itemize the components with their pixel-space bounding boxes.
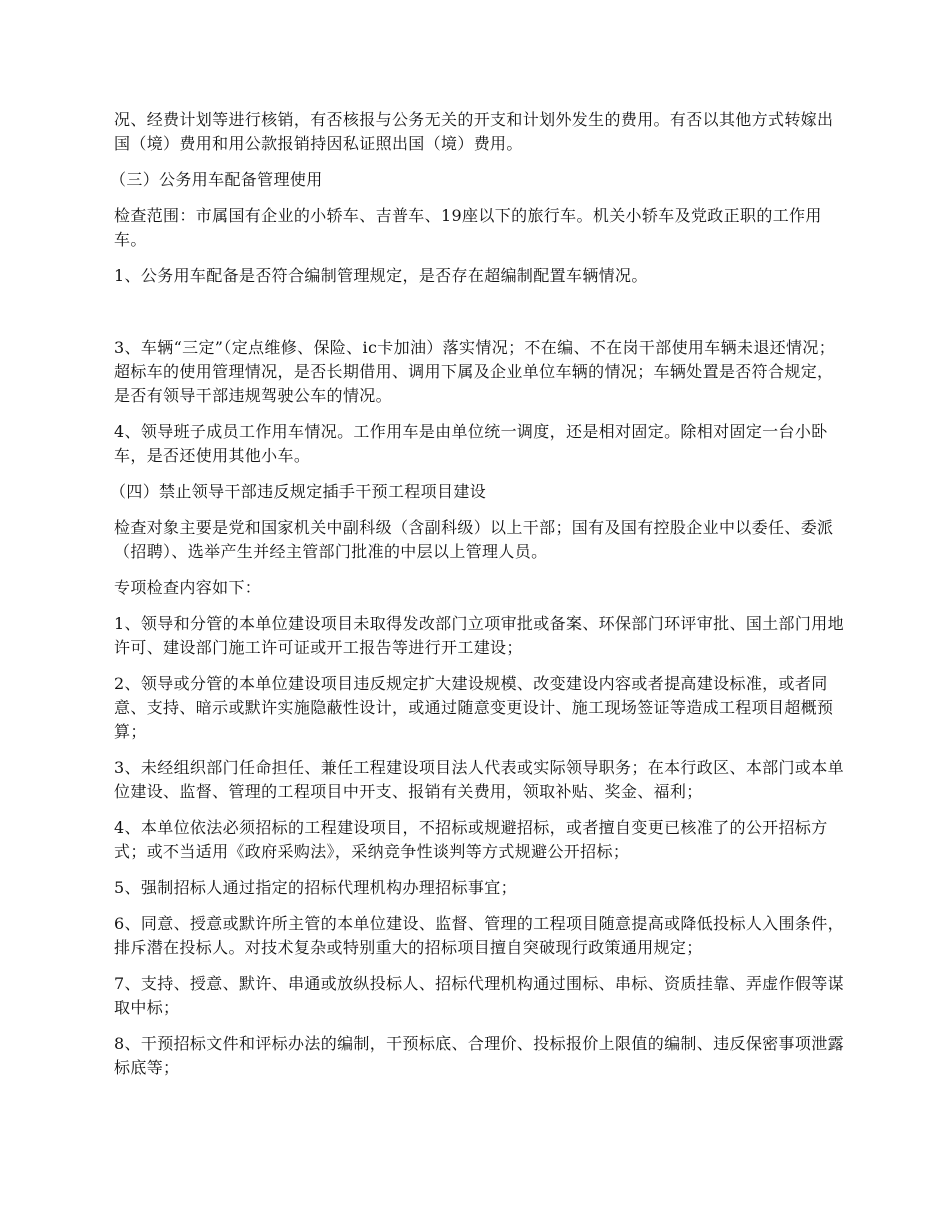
paragraph-project-item-7: 7、支持、授意、默许、串通或放纵投标人、招标代理机构通过围标、串标、资质挂靠、弄虚作假等谋取中标； xyxy=(114,974,844,1017)
paragraph-project-item-3: 3、未经组织部门任命担任、兼任工程建设项目法人代表或实际领导职务；在本行政区、本部门或本单位建设、监督、管理的工程项目中开支、报销有关费用，领取补贴、奖金、福利； xyxy=(114,758,844,801)
paragraph-vehicle-item-3: 3、车辆“三定”（定点维修、保险、ic卡加油）落实情况；不在编、不在岗干部使用车辆未退还情况；超标车的使用管理情况，是否长期借用、调用下属及企业单位车辆的情况；车辆处置是否符合规定，是否有领导干部违规驾驶公车的情况。 xyxy=(114,338,836,405)
paragraph-project-item-6: 6、同意、授意或默许所主管的本单位建设、监督、管理的工程项目随意提高或降低投标人入围条件，排斥潜在投标人。对技术复杂或特别重大的招标项目擅自突破现行政策通用规定； xyxy=(114,914,844,957)
section-heading-project-interference: （四）禁止领导干部违反规定插手干预工程项目建设 xyxy=(110,482,487,501)
section-heading-official-vehicles: （三）公务用车配备管理使用 xyxy=(110,170,323,189)
paragraph-project-item-8: 8、干预招标文件和评标办法的编制，干预标底、合理价、投标报价上限值的编制、违反保密事项泄露标底等； xyxy=(114,1034,844,1077)
paragraph-project-item-4: 4、本单位依法必须招标的工程建设项目，不招标或规避招标，或者擅自变更已核准了的公开招标方式；或不当适用《政府采购法》，采纳竞争性谈判等方式规避公开招标； xyxy=(114,818,828,861)
paragraph-vehicle-inspection-scope: 检查范围：市属国有企业的小轿车、吉普车、19座以下的旅行车。机关小轿车及党政正职的工作用车。 xyxy=(114,206,822,249)
paragraph-special-inspection-intro: 专项检查内容如下： xyxy=(114,578,262,597)
paragraph-vehicle-item-4: 4、领导班子成员工作用车情况。工作用车是由单位统一调度，还是相对固定。除相对固定一台小卧车，是否还使用其他小车。 xyxy=(114,422,828,465)
paragraph-project-item-2: 2、领导或分管的本单位建设项目违反规定扩大建设规模、改变建设内容或者提高建设标准，或者同意、支持、暗示或默许实施隐蔽性设计，或通过随意变更设计、施工现场签证等造成工程项目超概预算； xyxy=(114,674,834,741)
blank-gap xyxy=(114,300,844,336)
paragraph-project-item-5: 5、强制招标人通过指定的招标代理机构办理招标事宜； xyxy=(114,878,517,897)
paragraph-inspection-targets: 检查对象主要是党和国家机关中副科级（含副科级）以上干部；国有及国有控股企业中以委任、委派（招聘）、选举产生并经主管部门批准的中层以上管理人员。 xyxy=(114,518,834,561)
document-body xyxy=(110,108,844,1092)
paragraph-project-item-1: 1、领导和分管的本单位建设项目未取得发改部门立项审批或备案、环保部门环评审批、国土部门用地许可、建设部门施工许可证或开工报告等进行开工建设； xyxy=(114,614,844,657)
paragraph-overseas-expense-verification: 况、经费计划等进行核销，有否核报与公务无关的开支和计划外发生的费用。有否以其他方式转嫁出国（境）费用和用公款报销持因私证照出国（境）费用。 xyxy=(114,110,834,153)
paragraph-vehicle-item-1: 1、公务用车配备是否符合编制管理规定，是否存在超编制配置车辆情况。 xyxy=(114,266,648,285)
